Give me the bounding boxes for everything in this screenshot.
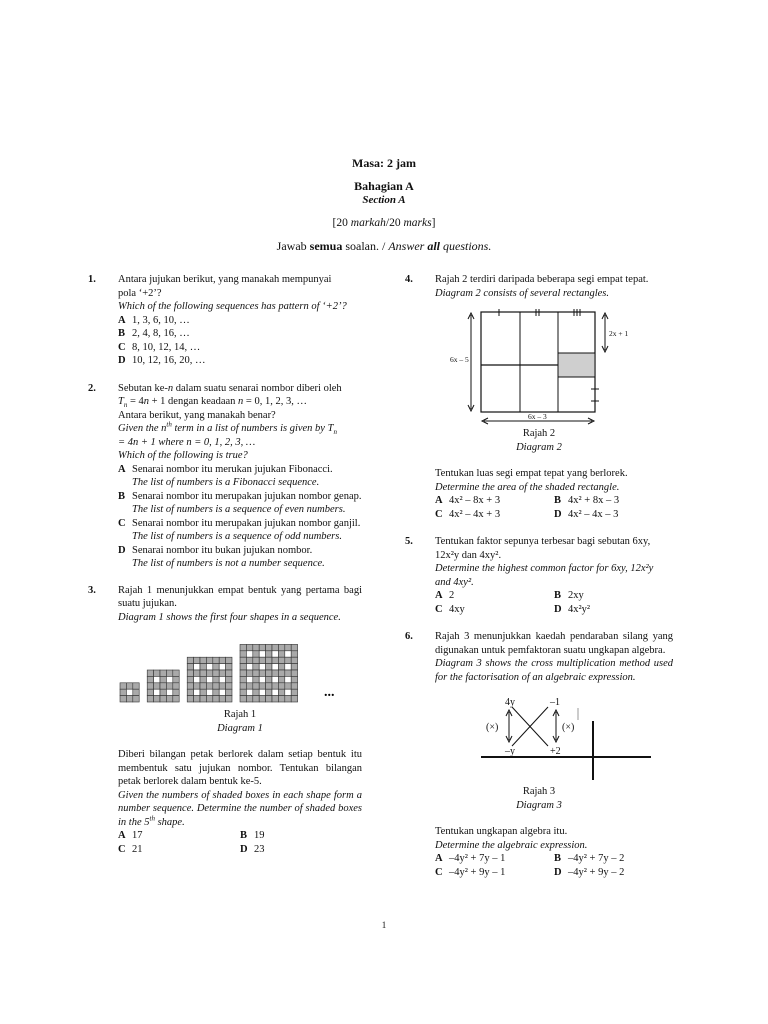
unshaded-box	[246, 664, 252, 670]
option-a[interactable]: A Senarai nombor itu merukan jujukan Fibonacci. The list of numbers is a Fibonacci sequence.	[118, 463, 333, 488]
options-row-1	[118, 829, 362, 843]
shaded-box	[147, 670, 153, 676]
unshaded-box	[285, 664, 291, 670]
shaded-box	[213, 689, 219, 695]
options-row-2	[435, 603, 673, 617]
term-minus-y: –y	[505, 746, 515, 757]
term-4y: 4y	[505, 697, 515, 708]
option-d[interactable]: D –4y² + 9y – 2	[554, 866, 625, 878]
question-body-ms: Diberi bilangan petak berlorek dalam setiap bentuk itu membentuk satu jujukan nombor. Tentukan bilangan petak berlorek dalam bentuk ke-5.	[118, 749, 362, 787]
shaded-box	[278, 651, 284, 657]
shaded-box	[266, 696, 272, 702]
diagram-3-caption-ms: Rajah 3	[522, 786, 556, 797]
exam-duration: Masa: 2 jam	[352, 156, 416, 170]
unshaded-box	[194, 689, 200, 695]
shaded-box	[266, 670, 272, 676]
shaded-box	[272, 644, 278, 650]
shaded-box	[291, 670, 297, 676]
diagram-3-cross-multiplication	[435, 696, 673, 780]
section-title-ms: Bahagian A	[354, 179, 414, 193]
shaded-box	[253, 664, 259, 670]
shaded-box	[246, 696, 252, 702]
shaded-box	[253, 683, 259, 689]
diagram-1-shapes	[118, 640, 362, 706]
left-column	[88, 273, 362, 856]
shaded-box	[194, 657, 200, 663]
shaded-box	[160, 696, 166, 702]
option-b[interactable]: B Senarai nombor itu merupakan jujukan nombor genap. The list of numbers is a sequence of even numbers.	[118, 490, 362, 515]
question-text-en: Diagram 2 consists of several rectangles.	[435, 287, 610, 299]
shaded-box	[213, 696, 219, 702]
shaded-box	[147, 683, 153, 689]
unshaded-box	[206, 664, 212, 670]
unshaded-box	[219, 676, 225, 682]
shaded-box	[226, 689, 232, 695]
option-b[interactable]: B 19	[240, 830, 265, 841]
option-a[interactable]: A 2	[435, 590, 455, 601]
shaded-box	[200, 683, 206, 689]
shaded-box	[291, 676, 297, 682]
unshaded-box	[272, 651, 278, 657]
shaded-box	[266, 683, 272, 689]
shaded-box	[133, 689, 139, 695]
page-number: 1	[381, 920, 387, 930]
formula: $T_n = 4n + 1$ dengan keadaan n = 0, 1, 2, 3, …	[118, 396, 307, 410]
shaded-box	[173, 670, 179, 676]
shaded-box	[285, 644, 291, 650]
shaded-box	[147, 696, 153, 702]
shaded-box	[173, 696, 179, 702]
shaded-box	[200, 657, 206, 663]
shaded-box	[253, 644, 259, 650]
option-d[interactable]: D 4x² – 4x – 3	[554, 508, 619, 520]
shaded-box	[166, 670, 172, 676]
shaded-box	[226, 676, 232, 682]
options-row-1	[435, 589, 673, 603]
shaded-box	[194, 670, 200, 676]
diagram-3	[435, 696, 673, 780]
option-d[interactable]: D 10, 12, 16, 20, …	[118, 355, 206, 366]
diagram-1-caption-ms: Rajah 1	[223, 709, 257, 720]
question-ask-ms: Tentukan luas segi empat tepat yang berlorek.	[435, 468, 628, 479]
shaded-box	[219, 657, 225, 663]
question-text-ms-cont: Antara berikut, yang manakah benar?	[118, 409, 276, 421]
shaded-box	[194, 683, 200, 689]
shaded-box	[166, 696, 172, 702]
shaded-box	[240, 689, 246, 695]
shaded-box	[285, 683, 291, 689]
shaded-box	[126, 683, 132, 689]
shaded-box	[285, 670, 291, 676]
shaded-box	[278, 664, 284, 670]
question-text-en: Diagram 3 shows the cross multiplication method used for the factorisation of an algebraic expression.	[435, 658, 673, 683]
label-bottom: 6x – 3	[528, 412, 547, 421]
shaded-box	[240, 657, 246, 663]
shaded-box	[272, 657, 278, 663]
shaded-box	[206, 696, 212, 702]
shaded-box	[291, 664, 297, 670]
question-text-en: Given the $n^{th}$ term in a list of numbers is given by $T_n$	[118, 420, 337, 437]
shaded-box	[213, 683, 219, 689]
question-number: 3.	[88, 584, 96, 596]
option-a[interactable]: A –4y² + 7y – 1	[435, 853, 506, 864]
unshaded-box	[259, 689, 265, 695]
shaded-box	[253, 696, 259, 702]
option-c[interactable]: C 4xy	[435, 603, 465, 615]
term-minus-1: –1	[550, 697, 560, 708]
question-text-en: Which of the following sequences has pattern of ‘+2’?	[118, 301, 347, 312]
shaded-box	[291, 657, 297, 663]
shaded-box	[266, 657, 272, 663]
question-text-en-ask: Which of the following is true?	[118, 450, 248, 461]
shaded-box	[259, 657, 265, 663]
shaded-box	[278, 696, 284, 702]
shaded-box	[259, 696, 265, 702]
shaded-box	[285, 657, 291, 663]
shaded-box	[173, 676, 179, 682]
question-number: 6.	[405, 631, 413, 642]
diagram-3-caption-en: Diagram 3	[516, 799, 562, 811]
shaded-box	[187, 689, 193, 695]
ellipsis: ...	[324, 685, 335, 700]
shaded-box	[213, 657, 219, 663]
unshaded-box	[272, 676, 278, 682]
option-a[interactable]: A 1, 3, 6, 10, …	[118, 314, 190, 326]
shaded-box	[240, 683, 246, 689]
option-d[interactable]: D Senarai nombor itu bukan jujukan nombor. The list of numbers is not a number sequence.	[118, 544, 325, 569]
right-column	[405, 273, 673, 879]
shaded-box	[240, 670, 246, 676]
shaded-box	[246, 670, 252, 676]
shaded-box	[226, 664, 232, 670]
shaded-box	[240, 664, 246, 670]
option-b[interactable]: B 2, 4, 8, 16, …	[118, 328, 190, 339]
option-d[interactable]: D 4x²y²	[554, 603, 591, 615]
multiply-sign-right: (×)	[562, 722, 575, 733]
unshaded-box	[194, 676, 200, 682]
shaded-box	[278, 670, 284, 676]
option-b[interactable]: B 4x² + 8x – 3	[554, 495, 620, 506]
shaded-box	[266, 676, 272, 682]
shaded-box	[160, 676, 166, 682]
shaded-box	[206, 683, 212, 689]
option-c[interactable]: C 8, 10, 12, 14, …	[118, 341, 201, 353]
unshaded-box	[272, 664, 278, 670]
unshaded-box	[194, 664, 200, 670]
shaded-box	[278, 676, 284, 682]
shaded-box	[206, 657, 212, 663]
shaded-box	[206, 670, 212, 676]
shaded-box	[272, 696, 278, 702]
options-row-2	[118, 843, 362, 857]
shaded-box	[213, 670, 219, 676]
shaded-box	[160, 670, 166, 676]
unshaded-box	[206, 676, 212, 682]
shaded-box	[133, 696, 139, 702]
section-title-en: Section A	[362, 194, 406, 206]
shaded-box	[166, 683, 172, 689]
shaded-box	[253, 670, 259, 676]
question-text-ms-cont: pola ‘+2’?	[118, 287, 162, 299]
shaded-box	[194, 696, 200, 702]
unshaded-box	[219, 689, 225, 695]
question-text-en: Determine the highest common factor for 6xy, 12x²y	[435, 563, 654, 574]
unshaded-box	[246, 676, 252, 682]
question-text-ms: Rajah 1 menunjukkan empat bentuk yang pertama bagi suatu jujukan.	[118, 584, 362, 609]
unshaded-box	[206, 689, 212, 695]
question-ask-en: Determine the area of the shaded rectangle.	[435, 481, 620, 493]
option-b[interactable]: B 2xy	[554, 590, 584, 601]
question-1	[88, 273, 362, 368]
shaded-box	[200, 670, 206, 676]
question-ask-en: Determine the algebraic expression.	[435, 839, 588, 851]
unshaded-box	[259, 664, 265, 670]
shaded-box	[259, 670, 265, 676]
shaded-box	[253, 676, 259, 682]
question-6	[405, 630, 673, 879]
shaded-box	[187, 664, 193, 670]
unshaded-box	[154, 676, 160, 682]
unshaded-box	[285, 676, 291, 682]
option-b[interactable]: B –4y² + 7y – 2	[554, 853, 625, 864]
term-plus-2: +2	[550, 746, 561, 757]
label-left: 6x – 5	[450, 355, 469, 364]
shaded-box	[226, 657, 232, 663]
shaded-box	[147, 689, 153, 695]
option-d[interactable]: D 23	[240, 843, 265, 855]
shaded-box	[246, 657, 252, 663]
shaded-box	[226, 696, 232, 702]
question-text-en-cont: = 4n + 1 where n = 0, 1, 2, 3, …	[118, 436, 256, 448]
shaded-box	[272, 670, 278, 676]
question-text-ms: Rajah 2 terdiri daripada beberapa segi empat tepat.	[435, 274, 649, 285]
option-c[interactable]: C 21	[118, 843, 143, 855]
shaded-box	[200, 676, 206, 682]
diagram-2-caption-en: Diagram 2	[516, 441, 562, 453]
question-2	[88, 382, 362, 571]
sequence-shape	[147, 670, 179, 702]
shaded-box	[187, 676, 193, 682]
shaded-rectangle	[558, 353, 595, 377]
shaded-box	[213, 664, 219, 670]
unshaded-box	[154, 689, 160, 695]
unshaded-box	[285, 689, 291, 695]
question-body-en: Given the numbers of shaded boxes in each shape form a number sequence. Determine the number of shaded boxes in the 5th shape.	[118, 789, 362, 828]
shaded-box	[173, 689, 179, 695]
shaded-box	[291, 689, 297, 695]
shaded-box	[240, 651, 246, 657]
shaded-box	[240, 696, 246, 702]
question-5	[405, 535, 673, 616]
shaded-box	[266, 664, 272, 670]
shaded-box	[259, 644, 265, 650]
shaded-box	[147, 676, 153, 682]
diagram-2-caption-ms: Rajah 2	[522, 428, 556, 439]
options-row-1	[435, 852, 673, 866]
question-text-ms: Rajah 3 menunjukkan kaedah pendaraban silang yang digunakan untuk pemfaktoran suatu ungkapan algebra.	[435, 631, 673, 656]
options-row-2	[435, 508, 673, 522]
unshaded-box	[285, 651, 291, 657]
shaded-box	[200, 664, 206, 670]
shaded-box	[291, 683, 297, 689]
shaded-box	[266, 689, 272, 695]
shaded-box	[278, 689, 284, 695]
shaded-box	[154, 683, 160, 689]
diagram-2-rectangles	[435, 309, 673, 427]
shaded-box	[219, 670, 225, 676]
option-a[interactable]: A 4x² – 8x + 3	[435, 495, 501, 506]
shaded-box	[253, 657, 259, 663]
shaded-box	[154, 670, 160, 676]
shaded-box	[187, 657, 193, 663]
shaded-box	[266, 644, 272, 650]
marks-line: [20 markah/20 marks]	[332, 217, 436, 229]
sequence-shape	[120, 683, 139, 702]
diagram-1-caption-en: Diagram 1	[217, 722, 263, 734]
question-text-ms-cont: 12x²y dan 4xy².	[435, 549, 502, 561]
shaded-box	[253, 651, 259, 657]
shaded-box	[187, 670, 193, 676]
shaded-box	[126, 696, 132, 702]
shaded-box	[266, 651, 272, 657]
unshaded-box	[259, 651, 265, 657]
shaded-box	[278, 657, 284, 663]
unshaded-box	[246, 651, 252, 657]
diagram-2	[435, 309, 673, 427]
shaded-box	[219, 696, 225, 702]
shaded-box	[219, 683, 225, 689]
unshaded-box	[166, 676, 172, 682]
question-number: 4.	[405, 274, 413, 285]
question-number: 2.	[88, 382, 96, 394]
diagram-1	[118, 640, 362, 706]
shaded-box	[278, 683, 284, 689]
question-number: 5.	[405, 536, 413, 547]
options-row-1	[435, 494, 673, 508]
sequence-shape	[240, 644, 298, 702]
question-3	[88, 584, 362, 857]
shaded-box	[291, 651, 297, 657]
label-right: 2x + 1	[609, 329, 629, 338]
question-text-en-cont: and 4xy².	[435, 576, 474, 588]
multiply-sign-left: (×)	[486, 722, 499, 733]
shaded-box	[278, 644, 284, 650]
shaded-box	[133, 683, 139, 689]
shaded-box	[200, 689, 206, 695]
shaded-box	[226, 670, 232, 676]
shaded-box	[120, 683, 126, 689]
shaded-box	[213, 676, 219, 682]
shaded-box	[160, 689, 166, 695]
option-c[interactable]: C Senarai nombor itu merupakan jujukan nombor ganjil. The list of numbers is a sequence of odd numbers.	[118, 517, 361, 542]
shaded-box	[259, 683, 265, 689]
question-text-en: Diagram 1 shows the first four shapes in a sequence.	[118, 611, 341, 623]
question-text-ms: Antara jujukan berikut, yang manakah mempunyai	[118, 274, 332, 285]
unshaded-box	[272, 689, 278, 695]
shaded-box	[240, 676, 246, 682]
options-row-2	[435, 866, 673, 880]
question-text-ms: Sebutan ke-n dalam suatu senarai nombor diberi oleh	[118, 382, 342, 394]
shaded-box	[246, 683, 252, 689]
shaded-box	[226, 683, 232, 689]
unshaded-box	[246, 689, 252, 695]
shaded-box	[253, 689, 259, 695]
shaded-box	[154, 696, 160, 702]
shaded-box	[240, 644, 246, 650]
question-ask-ms: Tentukan ungkapan algebra itu.	[435, 826, 568, 837]
shaded-box	[160, 683, 166, 689]
shaded-box	[285, 696, 291, 702]
option-c[interactable]: C –4y² + 9y – 1	[435, 866, 506, 878]
shaded-box	[291, 644, 297, 650]
unshaded-box	[126, 689, 132, 695]
question-text-ms: Tentukan faktor sepunya terbesar bagi sebutan 6xy,	[435, 536, 651, 547]
question-4	[405, 273, 673, 521]
option-c[interactable]: C 4x² – 4x + 3	[435, 508, 501, 520]
shaded-box	[120, 696, 126, 702]
shaded-box	[187, 683, 193, 689]
question-number: 1.	[88, 274, 96, 285]
instructions: Jawab semua soalan. / Answer all questions.	[276, 239, 492, 253]
shaded-box	[173, 683, 179, 689]
shaded-box	[246, 644, 252, 650]
option-a[interactable]: A 17	[118, 830, 143, 841]
shaded-box	[272, 683, 278, 689]
shaded-box	[187, 696, 193, 702]
unshaded-box	[219, 664, 225, 670]
shaded-box	[291, 696, 297, 702]
sequence-shape	[187, 657, 232, 702]
shaded-box	[200, 696, 206, 702]
unshaded-box	[166, 689, 172, 695]
shaded-box	[120, 689, 126, 695]
unshaded-box	[259, 676, 265, 682]
